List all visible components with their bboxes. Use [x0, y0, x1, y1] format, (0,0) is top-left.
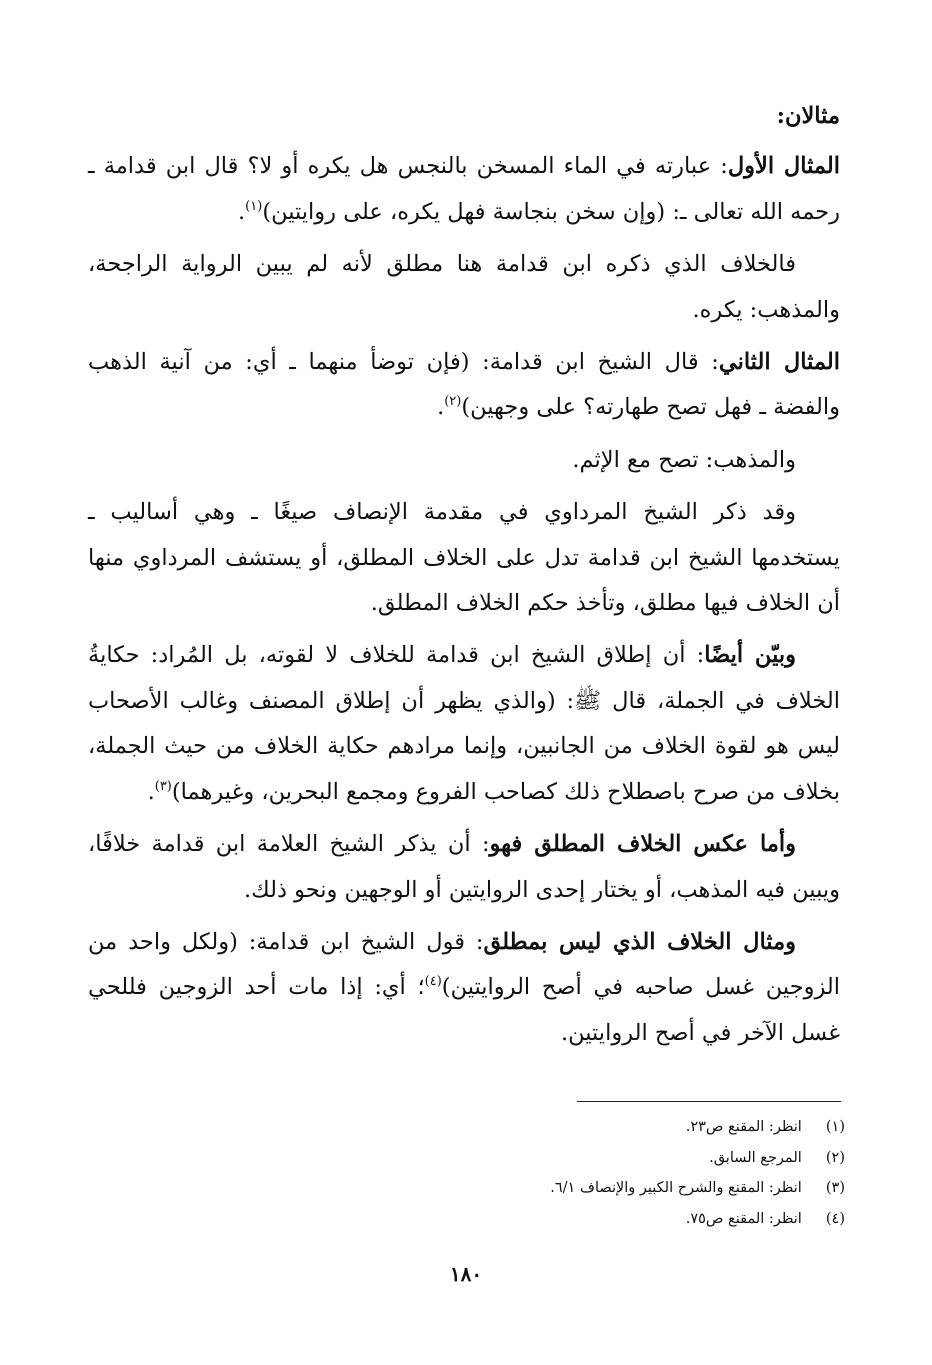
paragraph-text: : أن يذكر الشيخ العلامة ابن قدامة خلافًا، ويبين فيه المذهب، أو يختار إحدى الروايتين أو الوجهين ونحو ذلك. — [88, 831, 840, 903]
paragraph-tail: . — [238, 198, 246, 225]
footnote-item — [300, 1173, 845, 1204]
footnote-number: (١) — [825, 1119, 845, 1135]
lead-term: وبيّن أيضًا — [704, 642, 796, 669]
paragraph-example-1 — [88, 144, 840, 235]
footnote-item — [300, 1112, 845, 1143]
footnote-text: المرجع السابق. — [709, 1149, 802, 1166]
paragraph-clarification — [88, 633, 840, 815]
footnote-item — [300, 1204, 845, 1235]
footnote-text: انظر: المقنع ص٢٣. — [685, 1119, 802, 1135]
footnote-number: (٢) — [825, 1149, 845, 1166]
footnote-item — [300, 1143, 845, 1174]
footnote-ref[interactable]: (٣) — [154, 778, 172, 794]
lead-term: ومثال الخلاف الذي ليس بمطلق — [483, 928, 797, 955]
section-heading: مثالان: — [776, 103, 840, 129]
footnote-divider — [577, 1101, 841, 1102]
paragraph-mardawi: وقد ذكر الشيخ المرداوي في مقدمة الإنصاف صيغًا ـ وهي أساليب ـ يستخدمها الشيخ ابن قدامة تدل على الخلاف المطلق، أو يستشف المرداوي منها أن الخلاف فيها مطلق، وتأخذ حكم الخلاف المطلق. — [88, 499, 840, 617]
paragraph-ruling-1: فالخلاف الذي ذكره ابن قدامة هنا مطلق لأنه لم يبين الرواية الراجحة، والمذهب: يكره. — [88, 251, 840, 323]
paragraph-tail: . — [437, 394, 445, 421]
paragraph-text: : قول الشيخ ابن قدامة: (ولكل واحد من الزوجين غسل صاحبه في أصح الروايتين) — [88, 928, 840, 1001]
paragraph-example-2 — [88, 340, 840, 431]
paragraph-non-absolute-example — [88, 920, 840, 1056]
paragraph-ruling-2: والمذهب: تصح مع الإثم. — [572, 446, 796, 473]
paragraph-text: : قال الشيخ ابن قدامة: (فإن توضأ منهما ـ أي: من آنية الذهب والفضة ـ فهل تصح طهارته؟ على وجهين) — [88, 349, 840, 421]
paragraph-opposite — [88, 822, 840, 913]
footnote-number: (٣) — [825, 1180, 845, 1196]
footnote-ref[interactable]: (١) — [245, 198, 263, 214]
paragraph-text: : أن إطلاق الشيخ ابن قدامة للخلاف لا لقوته، بل المُراد: حكايةُ الخلاف في الجملة، قال ﷺ: (والذي يظهر أن إطلاق المصنف وغالب الأصحاب ليس هو لقوة الخلاف من الجانبين، وإنما مرادهم حكاية الخلاف من حيث الجملة، بخلاف من صرح باصطلاح ذلك كصاحب الفروع ومجمع البحرين، وغيرهما) — [88, 642, 840, 805]
paragraph-text: : عبارته في الماء المسخن بالنجس هل يكره أو لا؟ قال ابن قدامة ـ رحمه الله تعالى ـ: (وإن سخن بنجاسة فهل يكره، على روايتين) — [88, 153, 840, 225]
footnote-text: انظر: المقنع ص٧٥. — [685, 1210, 802, 1227]
lead-term: وأما عكس الخلاف المطلق فهو — [489, 831, 796, 858]
page-number: ١٨٠ — [449, 1262, 483, 1286]
page-body — [88, 94, 840, 1063]
footnote-text: انظر: المقنع والشرح الكبير والإنصاف ٦/١. — [550, 1180, 802, 1196]
footnote-ref[interactable]: (٤) — [424, 974, 442, 990]
footnote-ref[interactable]: (٢) — [444, 394, 462, 410]
footnote-number: (٤) — [825, 1210, 845, 1227]
paragraph-tail: . — [147, 778, 155, 805]
lead-term: المثال الأول — [727, 153, 840, 180]
lead-term: المثال الثاني — [718, 349, 840, 376]
paragraph-tail: ؛ أي: إذا مات أحد الزوجين فللحي غسل الآخر في أصح الروايتين. — [88, 974, 840, 1046]
footnotes — [300, 1112, 845, 1234]
